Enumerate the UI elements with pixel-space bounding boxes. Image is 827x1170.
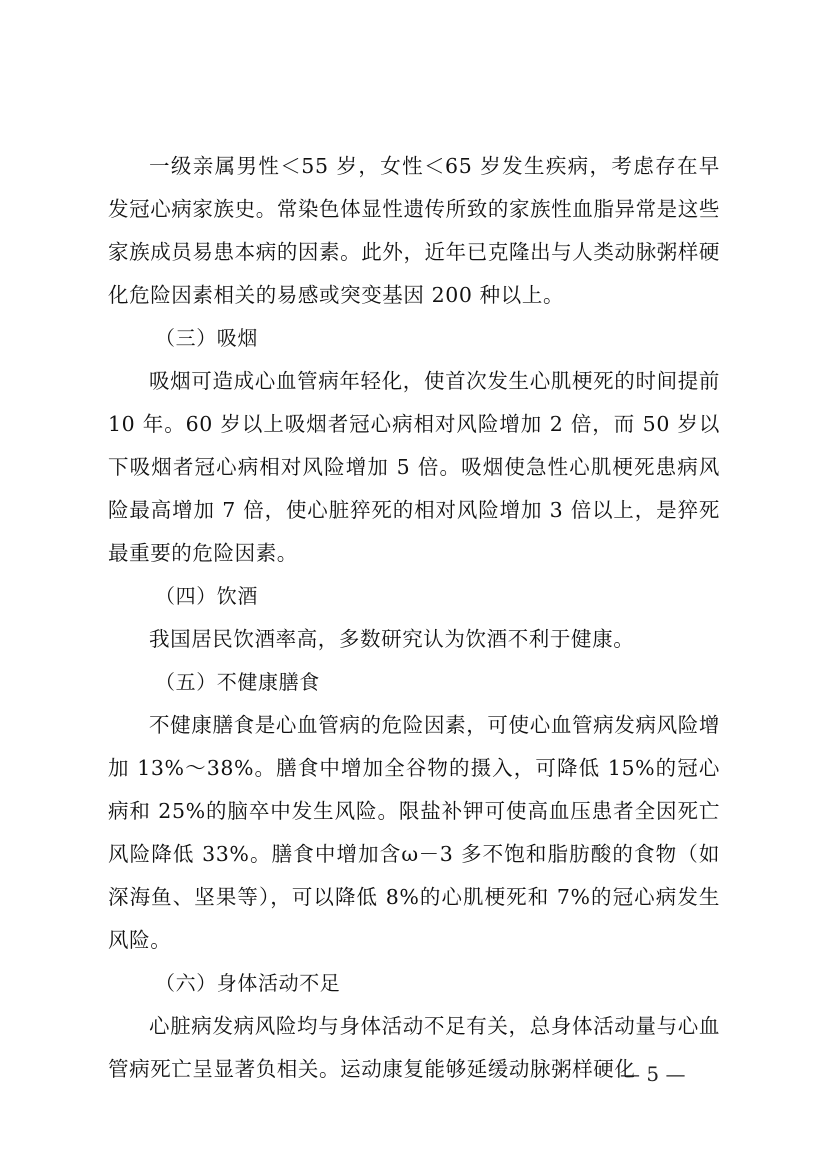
para-drinking: 我国居民饮酒率高，多数研究认为饮酒不利于健康。 xyxy=(149,627,635,651)
heading-diet: （五）不健康膳食 xyxy=(155,670,320,694)
heading-smoking: （三）吸烟 xyxy=(155,326,258,350)
para-diet: 不健康膳食是心血管病的危险因素，可使心血管病发病风险增加 13%～38%。膳食中增加全谷物的摄入，可降低 15%的冠心病和 25%的脑卒中发生风险。限盐补钾可使高血压患者全因死亡风险降低 33%。膳食中增加含ω－3 多不饱和脂肪酸的食物（如深海鱼、坚果等），可以降低 8%的心肌梗死和 7%的冠心病发生风险。 xyxy=(108,713,720,952)
para-family-history: 一级亲属男性＜55 岁，女性＜65 岁发生疾病，考虑存在早发冠心病家族史。常染色体显性遗传所致的家族性血脂异常是这些家族成员易患本病的因素。此外，近年已克隆出与人类动脉粥样硬化危险因素相关的易感或突变基因 200 种以上。 xyxy=(108,154,720,307)
document-body xyxy=(108,145,720,1091)
heading-physical-activity: （六）身体活动不足 xyxy=(155,971,341,995)
para-smoking: 吸烟可造成心血管病年轻化，使首次发生心肌梗死的时间提前 10 年。60 岁以上吸烟者冠心病相对风险增加 2 倍，而 50 岁以下吸烟者冠心病相对风险增加 5 倍。吸烟使急性心肌梗死患病风险最高增加 7 倍，使心脏猝死的相对风险增加 3 倍以上，是猝死最重要的危险因素。 xyxy=(108,369,720,565)
page-number: — 5 — xyxy=(620,1062,686,1086)
para-physical-activity: 心脏病发病风险均与身体活动不足有关，总身体活动量与心血管病死亡呈显著负相关。运动康复能够延缓动脉粥样硬化 xyxy=(108,1014,720,1081)
heading-drinking: （四）饮酒 xyxy=(155,584,258,608)
